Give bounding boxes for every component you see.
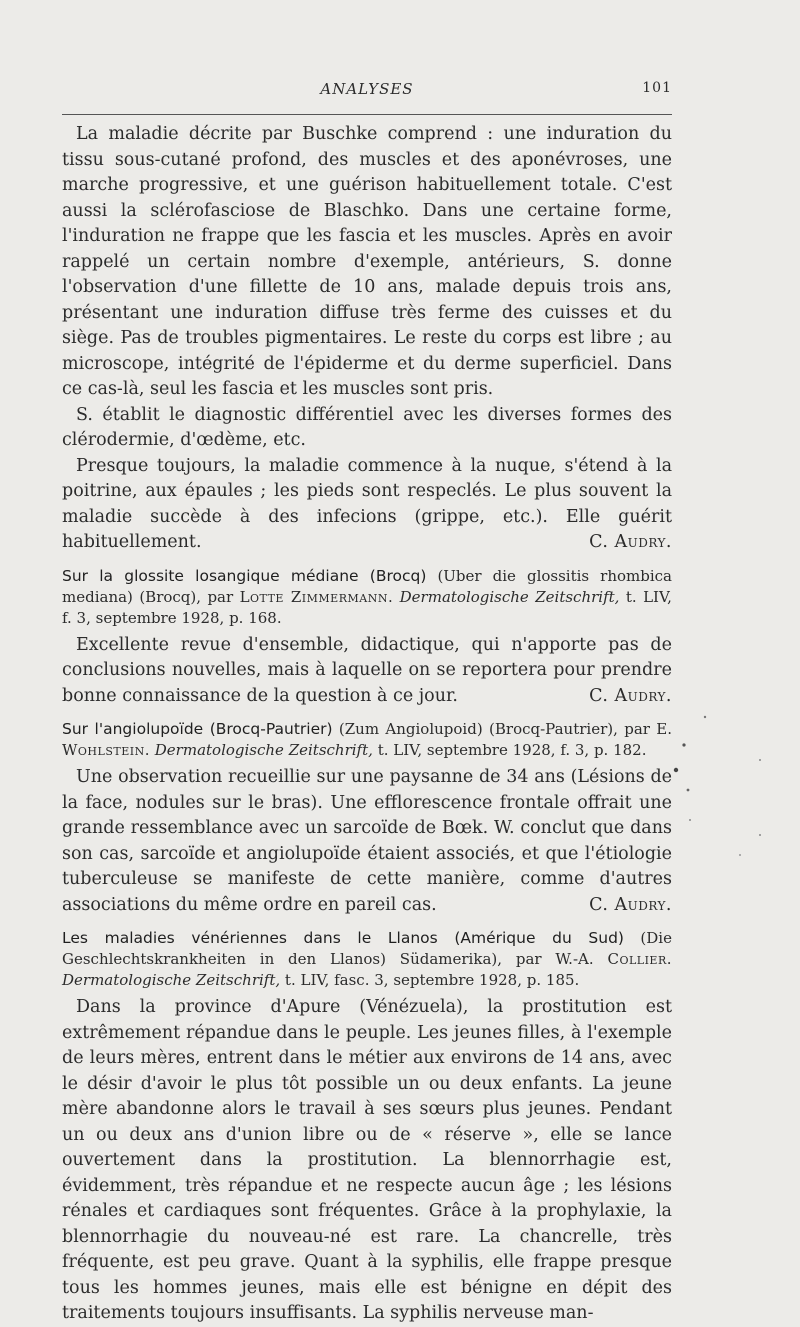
paragraph [62,633,672,710]
author-signature: C. Audry. [589,685,672,706]
reference-tail: t. LIV, f. 3, septembre 1928, p. 168. [62,587,672,627]
article-continued [62,122,672,556]
author-name: Lotte Zimmermann. [239,587,394,606]
body-text [62,122,672,1327]
reference-text: (Die Geschlechtskrankheiten in den Llanos) Südamerika), par W.-A. [62,929,672,968]
author-signature: C. Audry. [589,532,672,552]
running-title: ANALYSES [320,80,414,98]
speck [674,768,678,772]
article-title: Sur la glossite losangique médiane (Brocq) [62,566,427,585]
author-signature: C. Audry. [589,894,672,915]
article-reference [62,719,672,761]
paragraph-text: Excellente revue d'ensemble, didactique, qui n'apporte pas de conclusions nouvelles, mais à laquelle on se reportera pour prendre bonne connaissance de la question à ce jour. [62,634,672,706]
paragraph: La maladie décrite par Buschke comprend : une induration du tissu sous-cutané profond, des muscles et des aponévroses, une marche progressive, et une guérison habituellement totale. C'est aussi la sclérofasciose de Blaschko. Dans une certaine forme, l'induration ne frappe que les fascia et les muscles. Après en avoir rappelé un certain nombre d'exemple, antérieurs, S. donne l'observation d'une fillette de 10 ans, malade depuis trois ans, présentant une induration diffuse très ferme des cuisses et du siège. Pas de troubles pigmentaires. Le reste du corps est libre ; au microscope, intégrité de l'épiderme et du derme superficiel. Dans ce cas-là, seul les fascia et les muscles sont pris. [62,124,672,399]
journal-name: Dermatologische Zeitschrift, [154,741,373,759]
speck [689,819,691,821]
reference-tail: t. LIV, septembre 1928, f. 3, p. 182. [377,741,647,759]
article-reference [62,566,672,629]
article-title: Les maladies vénériennes dans le Llanos (Amérique du Sud) [62,929,624,947]
article-title: Sur l'angiolupoïde (Brocq-Pautrier) [62,720,333,738]
reference-tail: t. LIV, fasc. 3, septembre 1928, p. 185. [284,971,580,989]
paragraph [62,454,672,556]
page-number: 101 [642,80,672,96]
speck [687,789,690,792]
paragraph: S. établit le diagnostic différentiel avec les diverses formes des clérodermie, d'œdème, etc. [62,404,672,450]
article-reference [62,928,672,991]
article-entry [62,566,672,710]
paragraph [62,765,672,918]
page-header [62,80,672,104]
article-entry [62,928,672,1327]
speck [759,759,761,761]
speck [739,854,741,856]
paragraph: Dans la province d'Apure (Vénézuela), la prostitution est extrêmement répandue dans le peuple. Les jeunes filles, à l'exemple de leurs mères, entrent dans le métier aux environs de 14 ans, avec le désir d'avoir le plus tôt possible un ou deux enfants. La jeune mère abandonne alors le travail à ses sœurs plus jeunes. Pendant un ou deux ans d'union libre ou de « réserve », elle se lance ouvertement dans la prostitution. La blennorrhagie est, évidemment, très répandue et ne respecte aucun âge ; les lésions rénales et cardiaques sont fréquentes. Grâce à la prophylaxie, la blennorrhagie du nouveau-né est rare. La chancrelle, très fréquente, est peu grave. Quant à la syphilis, elle frappe presque tous les hommes jeunes, mais elle est bénigne en dépit des traitements toujours insuffisants. La syphilis nerveuse man- [62,997,672,1323]
journal-name: Dermatologische Zeitschrift, [62,971,281,989]
journal-name: Dermatologische Zeitschrift, [399,587,620,606]
speck [759,834,761,836]
paragraph-text: Presque toujours, la maladie commence à la nuque, s'étend à la poitrine, aux épaules ; les pieds sont respeclés. Le plus souvent la maladie succède à des infecions (grippe, etc.). Elle guérit habituellement. [62,455,672,552]
article-entry [62,719,672,918]
author-name: Collier. [607,950,672,968]
speck [704,716,706,718]
reference-text: (Zum Angiolupoid) (Brocq-Pautrier), par E. [338,720,672,738]
header-rule [62,114,672,115]
author-name: Wohlstein. [62,741,150,759]
speck [682,743,685,746]
reference-text: (Uber die glossitis rhombica mediana) (Brocq), par [62,566,672,606]
paragraph-text: Une observation recueillie sur une paysanne de 34 ans (Lésions de la face, nodules sur le bras). Une efflorescence frontale offrait une grande ressemblance avec un sarcoïde de Bœk. W. conclut que dans son cas, sarcoïde et angiolupoïde étaient associés, et que l'étiologie tuberculeuse se manifeste de cette manière, comme d'autres associations du même ordre en pareil cas. [62,767,672,915]
